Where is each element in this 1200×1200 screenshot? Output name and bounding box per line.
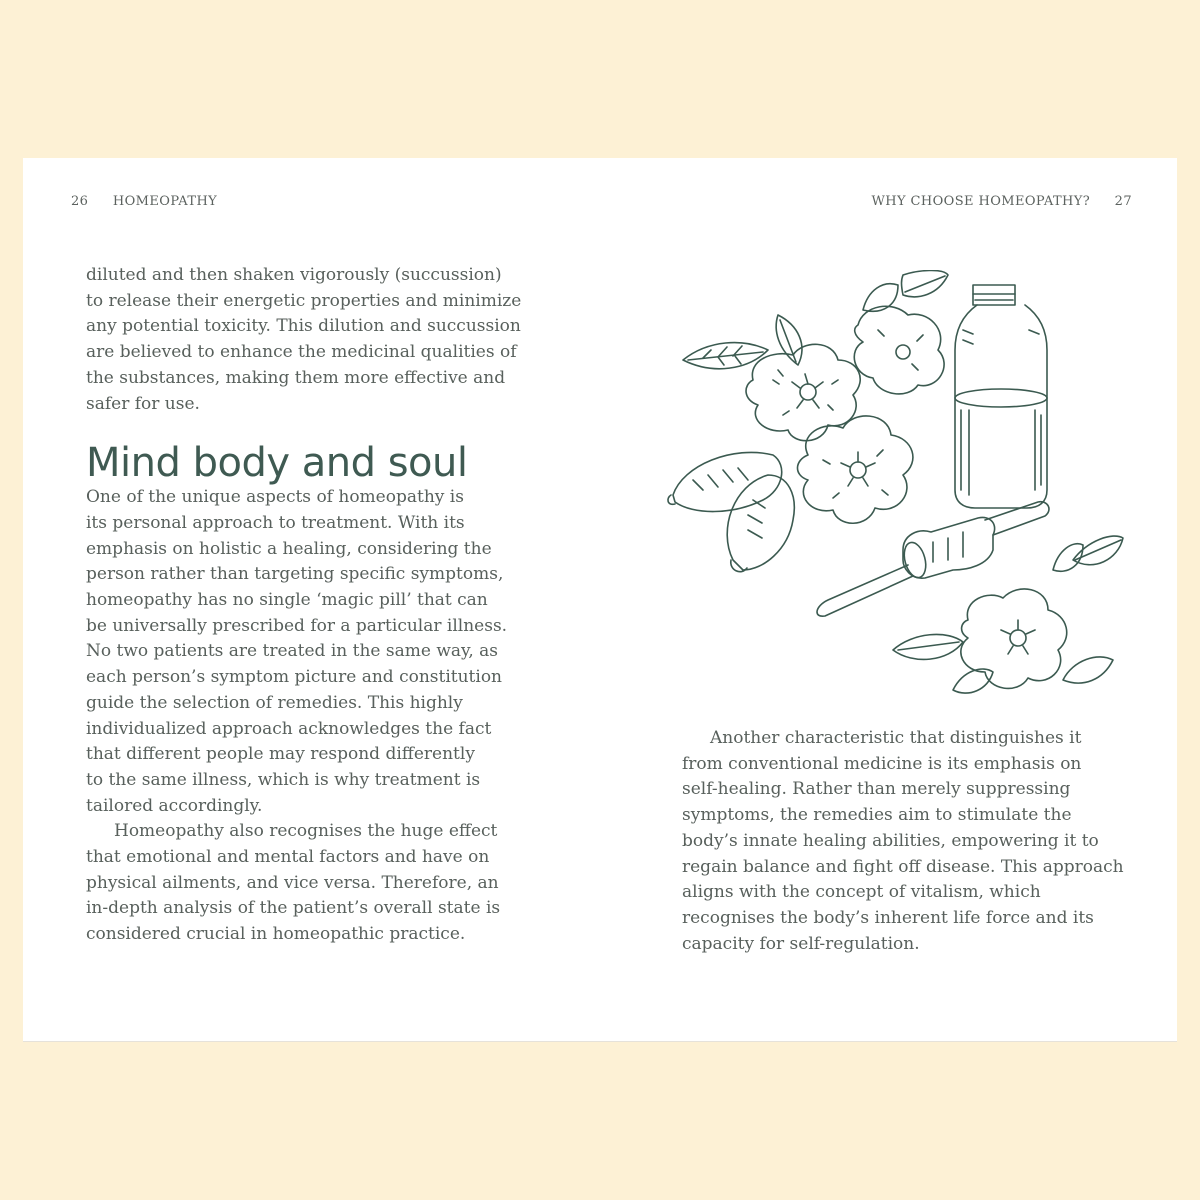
text-line: physical ailments, and vice versa. Therefore, an — [86, 872, 499, 893]
section-heading: Mind body and soul — [86, 440, 468, 487]
text-line: individualized approach acknowledges the fact — [86, 718, 492, 739]
rose-flower-icon — [746, 344, 860, 440]
text-line: One of the unique aspects of homeopathy is — [86, 487, 464, 508]
text-line: Homeopathy also recognises the huge effect — [114, 821, 498, 842]
text-line: safer for use. — [86, 393, 200, 414]
text-line: from conventional medicine is its emphasis on — [682, 753, 1082, 774]
body-paragraph-3 — [682, 726, 1132, 957]
left-page-body — [86, 263, 536, 948]
text-line: be universally prescribed for a particular illness. — [86, 615, 508, 636]
rose-hip-icon — [668, 452, 782, 511]
text-line: body’s innate healing abilities, empowering it to — [682, 830, 1099, 851]
botanical-illustration — [663, 270, 1138, 705]
right-running-head — [872, 194, 1132, 209]
leaf-icon — [776, 315, 802, 365]
text-line: in-depth analysis of the patient’s overall state is — [86, 898, 501, 919]
text-line: No two patients are treated in the same way, as — [86, 641, 499, 662]
left-page-number: 26 — [71, 194, 89, 209]
rose-flower-icon — [961, 589, 1067, 688]
text-line: that emotional and mental factors and have on — [86, 847, 490, 868]
left-running-title: HOMEOPATHY — [112, 194, 218, 209]
text-line: self-healing. Rather than merely suppressing — [682, 779, 1071, 800]
text-line: recognises the body’s inherent life force and its — [682, 907, 1094, 928]
text-line: symptoms, the remedies aim to stimulate the — [682, 805, 1072, 826]
body-paragraph-1 — [86, 485, 536, 819]
text-line: to release their energetic properties and minimize — [86, 290, 522, 311]
text-line: capacity for self-regulation. — [682, 933, 920, 954]
text-line: that different people may respond differently — [86, 744, 475, 765]
right-page-body — [682, 726, 1132, 957]
rose-flower-icon — [797, 416, 912, 523]
text-line: are believed to enhance the medicinal qualities of — [86, 342, 517, 363]
left-running-head — [71, 194, 217, 209]
text-line: homeopathy has no single ‘magic pill’ that can — [86, 590, 488, 611]
leaf-icon — [893, 536, 1123, 693]
text-line: guide the selection of remedies. This highly — [86, 692, 463, 713]
text-line: the substances, making them more effective and — [86, 367, 506, 388]
book-spread — [23, 158, 1177, 1041]
rose-flower-icon — [854, 306, 944, 394]
text-line: Another characteristic that distinguishes it — [710, 728, 1082, 748]
text-line: each person’s symptom picture and constitution — [86, 667, 503, 688]
dropper-icon — [817, 502, 1049, 616]
text-line: tailored accordingly. — [86, 795, 263, 816]
body-paragraph-2 — [86, 819, 536, 948]
text-line: emphasis on holistic a healing, considering the — [86, 538, 492, 559]
text-line: its personal approach to treatment. With its — [86, 512, 465, 533]
right-page-number: 27 — [1114, 194, 1132, 209]
bottle-icon — [955, 285, 1047, 508]
text-line: person rather than targeting specific symptoms, — [86, 564, 504, 585]
text-line: any potential toxicity. This dilution and succussion — [86, 316, 521, 337]
intro-paragraph — [86, 263, 536, 417]
text-line: regain balance and fight off disease. This approach — [682, 856, 1124, 877]
text-line: considered crucial in homeopathic practice. — [86, 924, 466, 945]
rose-hip-icon — [727, 475, 794, 572]
text-line: to the same illness, which is why treatment is — [86, 769, 481, 790]
leaf-icon — [863, 270, 948, 311]
right-running-title: WHY CHOOSE HOMEOPATHY? — [871, 194, 1091, 209]
text-line: diluted and then shaken vigorously (succussion) — [86, 265, 502, 285]
text-line: aligns with the concept of vitalism, which — [682, 882, 1041, 903]
